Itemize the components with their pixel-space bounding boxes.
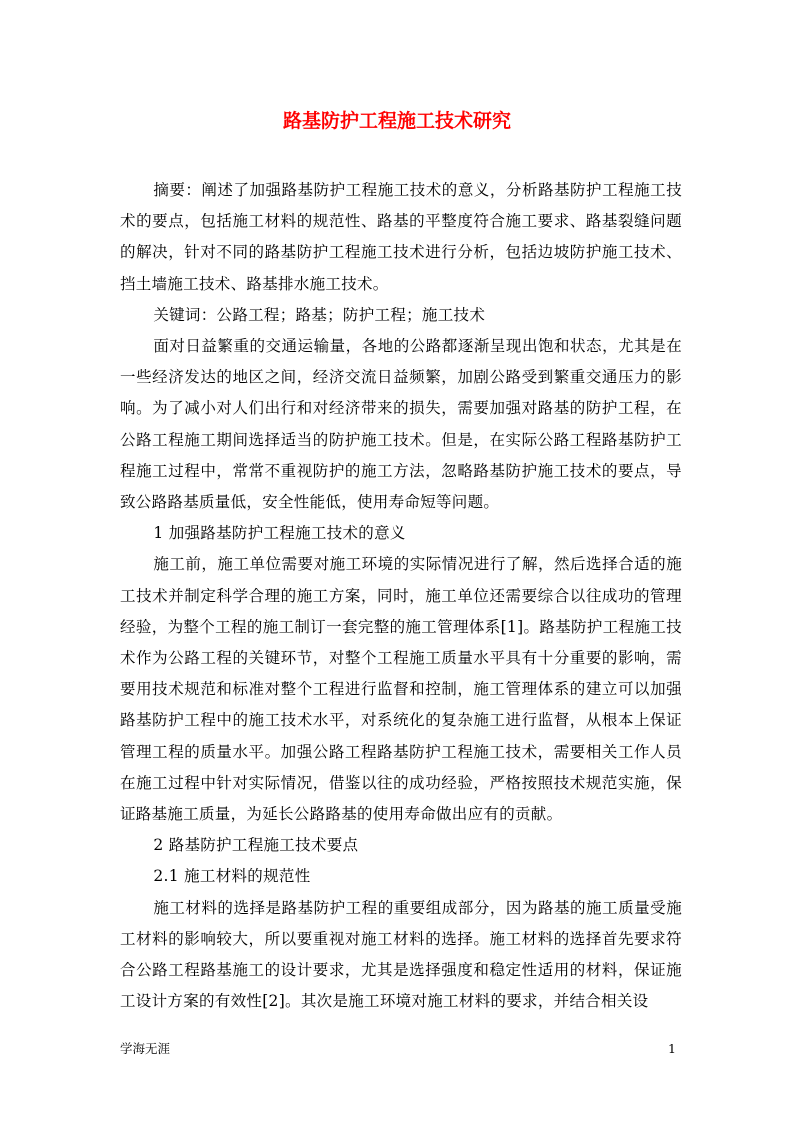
intro-paragraph: 面对日益繁重的交通运输量，各地的公路都逐渐呈现出饱和状态，尤其是在一些经济发达的地区之间，经济交流日益频繁，加剧公路受到繁重交通压力的影响。为了减小对人们出行和对经济带来的损失，需要加强对路基的防护工程，在公路工程施工期间选择适当的防护施工技术。但是，在实际公路工程路基防护工程施工过程中，常常不重视防护的施工方法，忽略路基防护施工技术的要点，导致公路路基质量低，安全性能低，使用寿命短等问题。 [120, 337, 682, 512]
page-number: 1 [668, 1041, 676, 1056]
section-1-paragraph: 施工前，施工单位需要对施工环境的实际情况进行了解，然后选择合适的施工技术并制定科学合理的施工方案，同时，施工单位还需要综合以往成功的管理经验，为整个工程的施工制订一套完整的施工管理体系[1]。路基防护工程施工技术作为公路工程的关键环节，对整个工程施工质量水平具有十分重要的影响，需要用技术规范和标准对整个工程进行监督和控制，施工管理体系的建立可以加强路基防护工程中的施工技术水平，对系统化的复杂施工进行监督，从根本上保证管理工程的质量水平。加强公路工程路基防护工程施工技术，需要相关工作人员在施工过程中针对实际情况，借鉴以往的成功经验，严格按照技术规范实施，保证路基施工质量，为延长公路路基的使用寿命做出应有的贡献。 [120, 555, 682, 824]
section-heading-2: 2 路基防护工程施工技术要点 [153, 836, 359, 855]
section-heading-1: 1 加强路基防护工程施工技术的意义 [153, 524, 406, 543]
keywords-paragraph: 关键词：公路工程；路基；防护工程；施工技术 [153, 305, 486, 324]
footer-text: 学海无涯 [120, 1041, 171, 1056]
subsection-heading-2-1: 2.1 施工材料的规范性 [153, 867, 311, 886]
abstract-paragraph: 摘要：阐述了加强路基防护工程施工技术的意义，分析路基防护工程施工技术的要点，包括施工材料的规范性、路基的平整度符合施工要求、路基裂缝问题的解决，针对不同的路基防护工程施工技术进行分析，包括边坡防护施工技术、挡土墙施工技术、路基排水施工技术。 [120, 181, 682, 293]
subsection-2-1-paragraph: 施工材料的选择是路基防护工程的重要组成部分，因为路基的施工质量受施工材料的影响较大，所以要重视对施工材料的选择。施工材料的选择首先要求符合公路工程路基施工的设计要求，尤其是选择强度和稳定性适用的材料，保证施工设计方案的有效性[2]。其次是施工环境对施工材料的要求，并结合相关设 [120, 898, 682, 1011]
document-body [120, 175, 682, 1017]
document-title: 路基防护工程施工技术研究 [282, 110, 511, 132]
